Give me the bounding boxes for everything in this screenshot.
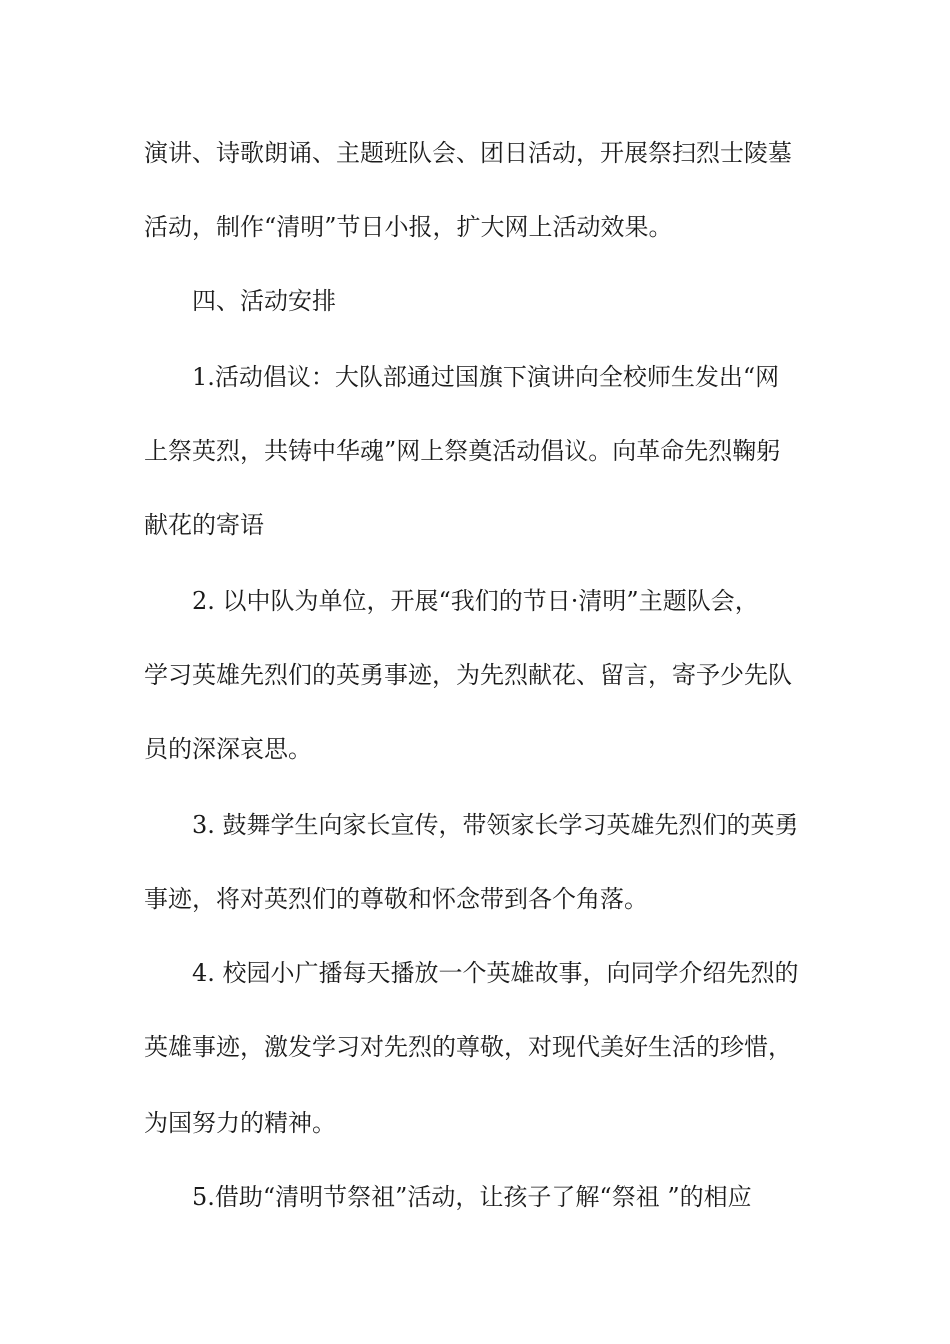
text-line: 3. 鼓舞学生向家长宣传，带领家长学习英雄先烈们的英勇: [192, 811, 799, 839]
section-heading: 四、活动安排: [192, 287, 336, 315]
text-line: 上祭英烈，共铸中华魂”网上祭奠活动倡议。向革命先烈鞠躬: [144, 437, 781, 465]
text-line: 5.借助“清明节祭祖”活动，让孩子了解“祭祖 ”的相应: [192, 1183, 752, 1211]
text-line: 英雄事迹，激发学习对先烈的尊敬，对现代美好生活的珍惜，: [144, 1033, 792, 1061]
text-line: 1.活动倡议：大队部通过国旗下演讲向全校师生发出“网: [192, 363, 780, 391]
text-line: 4. 校园小广播每天播放一个英雄故事，向同学介绍先烈的: [192, 959, 799, 987]
text-line: 事迹，将对英烈们的尊敬和怀念带到各个角落。: [144, 885, 648, 913]
text-line: 员的深深哀思。: [144, 735, 312, 763]
text-line: 为国努力的精神。: [144, 1109, 336, 1137]
text-line: 学习英雄先烈们的英勇事迹，为先烈献花、留言，寄予少先队: [144, 661, 792, 689]
text-line: 2. 以中队为单位，开展“我们的节日·清明”主题队会，: [192, 587, 759, 615]
text-line: 活动，制作“清明”节日小报，扩大网上活动效果。: [144, 213, 673, 241]
text-line: 演讲、诗歌朗诵、主题班队会、团日活动，开展祭扫烈士陵墓: [144, 139, 792, 167]
text-line: 献花的寄语: [144, 511, 264, 539]
